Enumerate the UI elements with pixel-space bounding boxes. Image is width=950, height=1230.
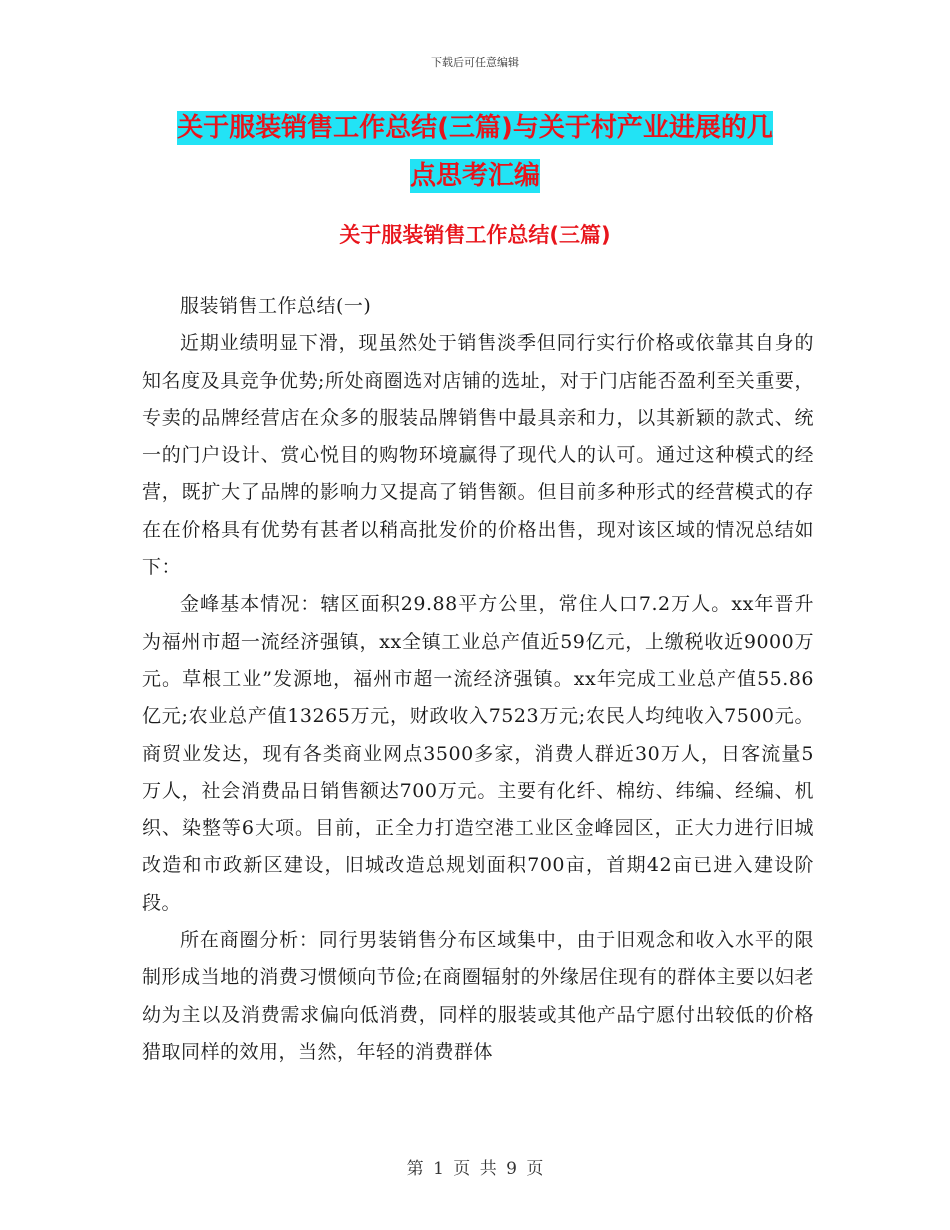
- document-body: [142, 288, 814, 1071]
- paragraph: 所在商圈分析：同行男装销售分布区域集中，由于旧观念和收入水平的限制形成当地的消费习惯倾向节俭;在商圈辐射的外缘居住现有的群体主要以妇老幼为主以及消费需求偏向低消费，同样的服装或其他产品宁愿付出较低的价格猎取同样的效用，当然，年轻的消费群体: [142, 929, 814, 1063]
- document-title-line-2: 点思考汇编: [409, 161, 540, 191]
- paragraph-subtitle: 服装销售工作总结(一): [180, 295, 372, 317]
- page-header-note: 下载后可任意编辑: [431, 56, 519, 69]
- paragraph: 金峰基本情况：辖区面积29.88平方公里，常住人口7.2万人。xx年晋升为福州市超一流经济强镇，xx全镇工业总产值近59亿元，上缴税收近9000万元。草根工业”发源地，福州市超一流经济强镇。xx年完成工业总产值55.86亿元;农业总产值13265万元，财政收入7523万元;农民人均纯收入7500元。商贸业发达，现有各类商业网点3500多家，消费人群近30万人，日客流量5万人，社会消费品日销售额达700万元。主要有化纤、棉纺、纬编、经编、机织、染整等6大项。目前，正全力打造空港工业区金峰园区，正大力进行旧城改造和市政新区建设，旧城改造总规划面积700亩，首期42亩已进入建设阶段。: [142, 593, 814, 914]
- document-title-line-1: 关于服装销售工作总结(三篇)与关于村产业进展的几: [177, 113, 773, 143]
- page-number-footer: 第 1 页 共 9 页: [406, 1159, 544, 1179]
- paragraph: 近期业绩明显下滑，现虽然处于销售淡季但同行实行价格或依靠其自身的知名度及具竞争优势;所处商圈选对店铺的选址，对于门店能否盈利至关重要，专卖的品牌经营店在众多的服装品牌销售中最具亲和力，以其新颖的款式、统一的门户设计、赏心悦目的购物环境赢得了现代人的认可。通过这种模式的经营，既扩大了品牌的影响力又提高了销售额。但目前多种形式的经营模式的存在在价格具有优势有甚者以稍高批发价的价格出售，现对该区域的情况总结如下：: [142, 332, 814, 579]
- section-title: 关于服装销售工作总结(三篇): [339, 223, 611, 247]
- document-title: [150, 104, 800, 200]
